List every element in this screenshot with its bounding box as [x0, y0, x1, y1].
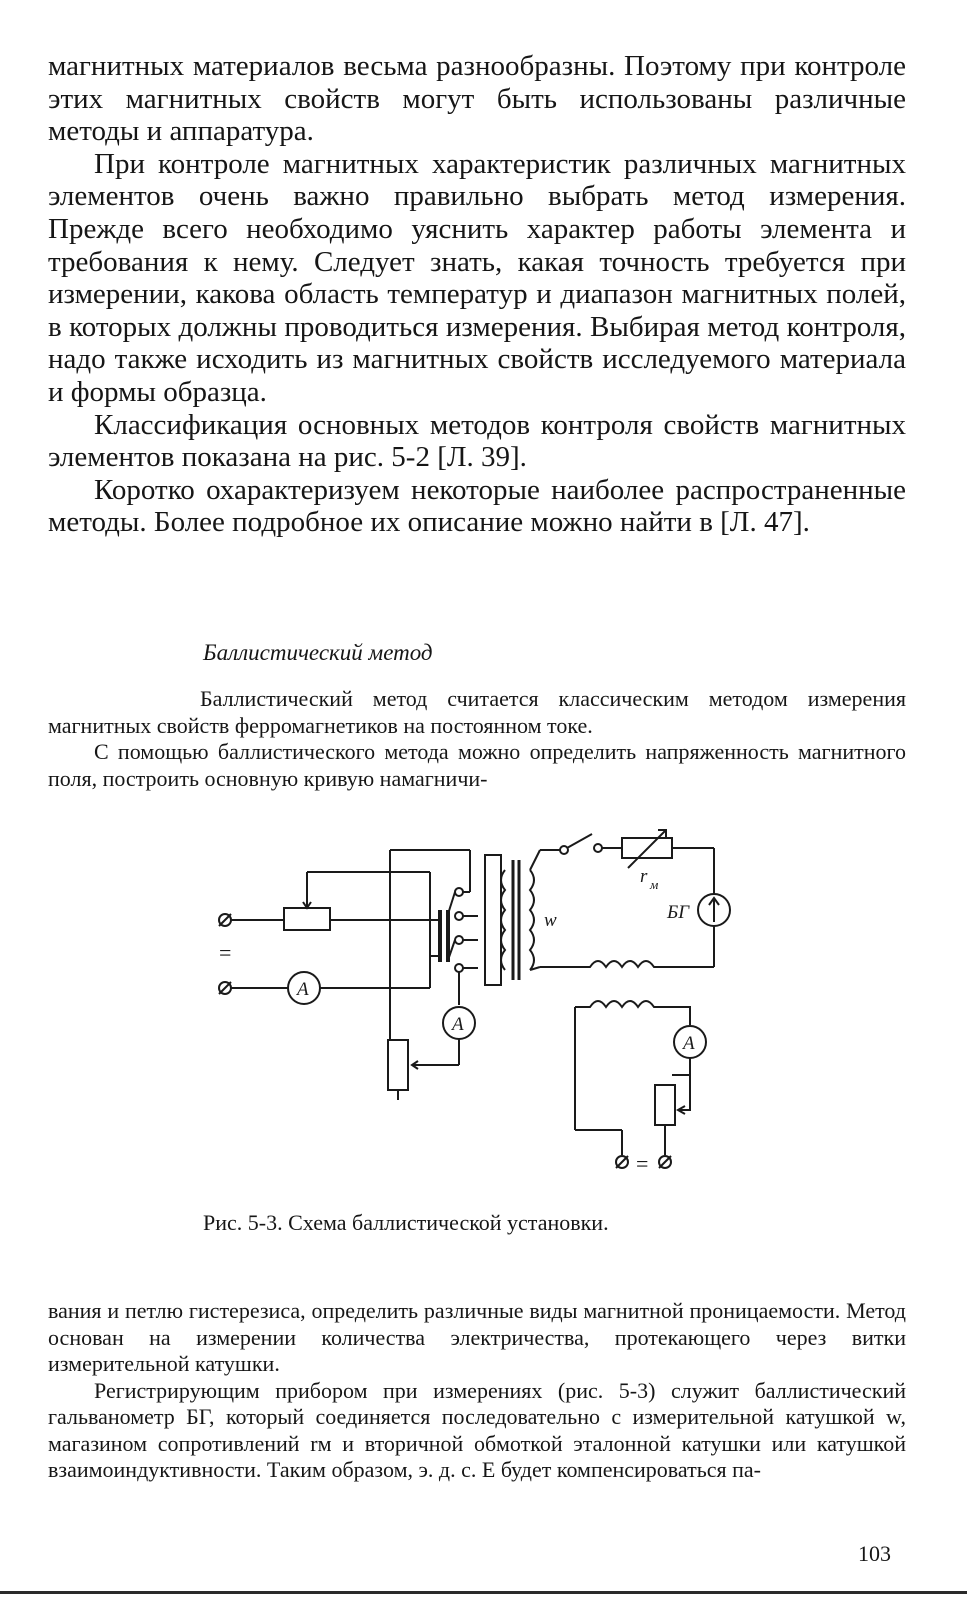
- resistance-rm-label: r: [640, 866, 648, 887]
- section-heading: Баллистический метод: [203, 640, 433, 665]
- output-terminal-left-icon: [616, 1156, 628, 1168]
- rheostat-right: [655, 1085, 675, 1125]
- ammeter-middle-label: A: [452, 1014, 464, 1035]
- paragraph: Коротко охарактеризуем некоторые наиболее распространенные методы. Более подробное их описание можно найти в [Л. 47].: [48, 473, 906, 539]
- paragraph: Регистрирующим прибором при измерениях (рис. 5-3) служит баллистический гальванометр БГ, который соединяется последовательно с измерительной катушкой w, магазином сопротивлений rм и вторичной обмоткой эталонной катушки или катушкой взаимоиндуктивности. Таким образом, э. д. с. Е будет компенсироваться па-: [48, 1377, 906, 1482]
- ammeter-left-label: A: [297, 979, 309, 1000]
- paragraph: При контроле магнитных характеристик различных магнитных элементов очень важно правильно выбрать метод измерения. Прежде всего необходимо уяснить характер работы элемента и требования к нему. Следует знать, какая точность требуется при измерении, какова область температур и диапазон магнитных полей, в которых должны проводиться измерения. Выбирая метод контроля, надо также исходить из магнитных свойств исследуемого материала и формы образца.: [48, 147, 906, 408]
- paragraph: Классификация основных методов контроля свойств магнитных элементов показана на рис. 5-2 [Л. 39].: [48, 408, 906, 474]
- scan-edge-divider: [0, 1591, 967, 1594]
- paragraph: магнитных материалов весьма разнообразны. Поэтому при контроле этих магнитных свойств могут быть использованы различные методы и аппаратура.: [48, 50, 906, 148]
- rheostat-left: [284, 908, 330, 930]
- dc-symbol-left: =: [219, 940, 232, 965]
- dc-symbol-bottom: =: [636, 1151, 649, 1176]
- galvanometer-label: БГ: [667, 902, 690, 923]
- input-terminal-top-icon: [219, 914, 231, 926]
- top-text-block: [48, 50, 906, 539]
- input-terminal-bottom-icon: [219, 982, 231, 994]
- rheostat-lower: [388, 1040, 408, 1090]
- coil-w-label: w: [544, 910, 557, 931]
- mutual-inductance-secondary: [575, 1001, 690, 1025]
- ammeter-right-label: A: [683, 1033, 695, 1054]
- primary-winding: [485, 855, 501, 985]
- output-terminal-right-icon: [659, 1156, 671, 1168]
- page-number: 103: [858, 1541, 891, 1566]
- resistance-rm-subscript: м: [650, 877, 659, 892]
- measuring-coil-w: [530, 870, 534, 970]
- figure-caption: Рис. 5-3. Схема баллистической установки.: [203, 1210, 609, 1235]
- mutual-inductance-primary: [540, 961, 665, 967]
- middle-text-block: [48, 686, 906, 792]
- key-switch: [567, 834, 592, 848]
- paragraph: вания и петлю гистерезиса, определить различные виды магнитной проницаемости. Метод основан на измерении количества электричества, протекающего через витки измерительной катушки.: [48, 1298, 906, 1376]
- paragraph: С помощью баллистического метода можно определить напряженность магнитного поля, построить основную кривую намагничи-: [48, 739, 906, 791]
- bottom-text-block: [48, 1298, 906, 1484]
- paragraph: Баллистический метод считается классическим методом измерения магнитных свойств ферромагнетиков на постоянном токе.: [48, 686, 906, 738]
- ballistic-setup-circuit-diagram: [200, 810, 760, 1190]
